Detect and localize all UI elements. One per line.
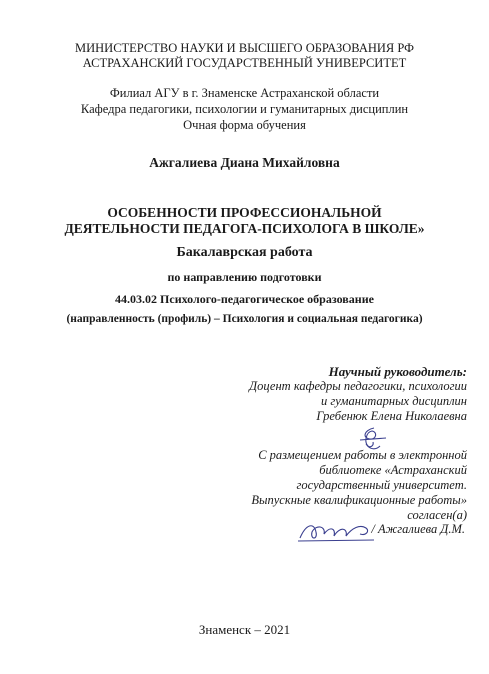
city-year: Знаменск – 2021	[198, 622, 291, 637]
thesis-title-line1: ОСОБЕННОСТИ ПРОФЕССИОНАЛЬНОЙ	[107, 205, 382, 220]
university-line: АСТРАХАНСКИЙ ГОСУДАРСТВЕННЫЙ УНИВЕРСИТЕТ	[82, 56, 407, 70]
thesis-title-line2: ДЕЯТЕЛЬНОСТИ ПЕДАГОГА-ПСИХОЛОГА В ШКОЛЕ»	[64, 221, 425, 236]
profile: (направленность (профиль) – Психология и социальная педагогика)	[66, 313, 423, 325]
direction: 44.03.02 Психолого-педагогическое образование	[115, 292, 374, 306]
ministry-line: МИНИСТЕРСТВО НАУКИ И ВЫСШЕГО ОБРАЗОВАНИЯ РФ	[75, 41, 414, 55]
author-signature-name: / Ажгалиева Д.М.	[371, 522, 465, 536]
branch-line: Филиал АГУ в г. Знаменске Астраханской области	[109, 86, 380, 100]
consent-line-1: С размещением работы в электронной	[258, 448, 467, 462]
supervisor-position-1: Доцент кафедры педагогики, психологии	[249, 379, 467, 393]
department-line: Кафедра педагогики, психологии и гуманитарных дисциплин	[80, 102, 409, 116]
consent-line-5: согласен(а)	[407, 508, 467, 522]
supervisor-position-2: и гуманитарных дисциплин	[321, 394, 467, 408]
consent-line-4: Выпускные квалификационные работы»	[251, 493, 467, 507]
consent-line-2: библиотеке «Астраханский	[319, 463, 467, 477]
direction-label: по направлению подготовки	[167, 270, 322, 284]
author-name: Ажгалиева Диана Михайловна	[149, 155, 340, 170]
supervisor-label: Научный руководитель:	[328, 364, 467, 379]
study-form-line: Очная форма обучения	[183, 118, 306, 132]
consent-line-3: государственный университет.	[296, 478, 467, 492]
work-type: Бакалаврская работа	[176, 245, 313, 260]
author-signature	[296, 514, 376, 548]
supervisor-name: Гребенюк Елена Николаевна	[316, 409, 467, 423]
